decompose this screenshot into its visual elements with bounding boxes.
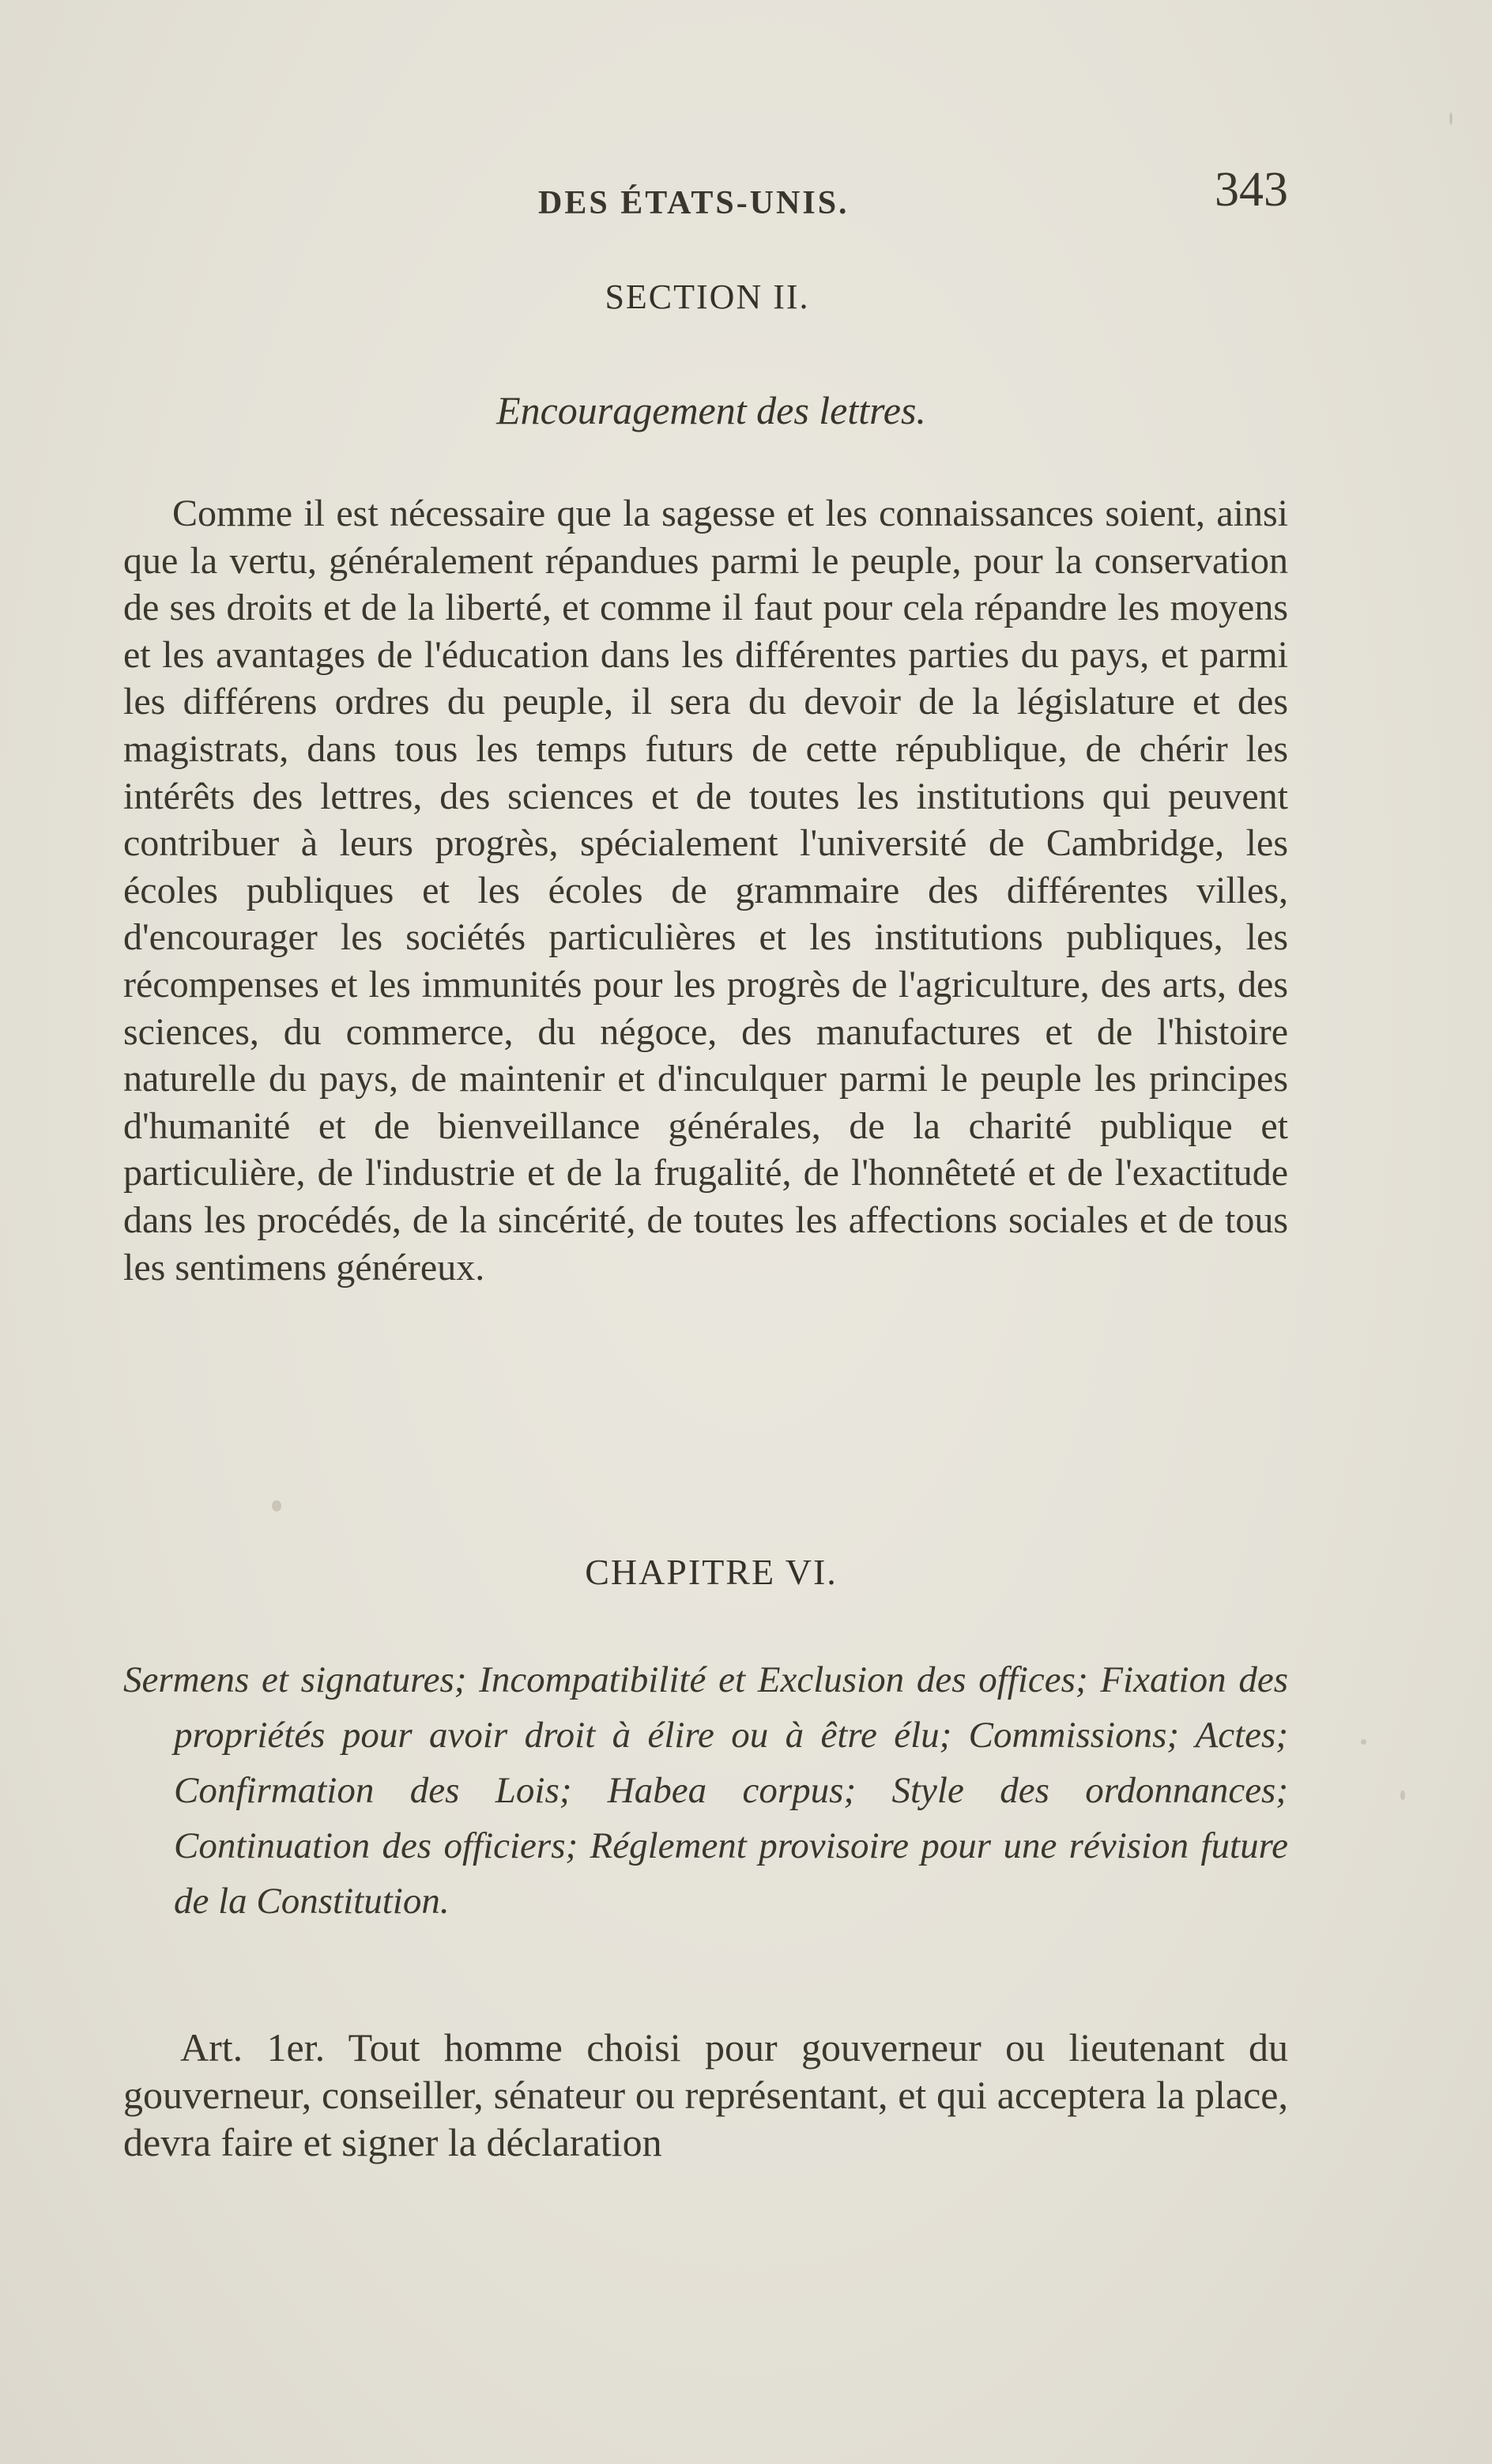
- section-subtitle: Encouragement des lettres.: [496, 388, 926, 432]
- article-paragraph: Art. 1er. Tout homme choisi pour gouverneur ou lieutenant du gouverneur, conseiller, sénateur ou représentant, et qui acceptera la place, devra faire et signer la déclaration: [123, 2025, 1288, 2164]
- paper-blemish: [1361, 1739, 1366, 1745]
- chapter-title: CHAPITRE VI.: [585, 1552, 838, 1592]
- page-number: 343: [1215, 163, 1288, 217]
- section-body: [123, 490, 1288, 1291]
- paper-blemish: [272, 1500, 281, 1511]
- section-paragraph: Comme il est nécessaire que la sagesse et les connaissances soient, ainsi que la vertu, généralement répandues parmi le peuple, pour la conservation de ses droits et de la liberté, et comme il faut pour cela répandre les moyens et les avantages de l'éducation dans les différentes parties du pays, et parmi les différens ordres du peuple, il sera du devoir de la législature et des magistrats, dans tous les temps futurs de cette république, de chérir les intérêts des lettres, des sciences et de toutes les institutions qui peuvent contribuer à leurs progrès, spécialement l'université de Cambridge, les écoles publiques et les écoles de grammaire des différentes villes, d'encourager les sociétés particulières et les institutions publiques, les récompenses et les immunités pour les progrès de l'agriculture, des arts, des sciences, du commerce, du négoce, des manufactures et de l'histoire naturelle du pays, de maintenir et d'inculquer parmi le peuple les principes d'humanité et de bienveillance générales, de la charité publique et particulière, de l'industrie et de la frugalité, de l'honnêteté et de l'exactitude dans les procédés, de la sincérité, de toutes les affections sociales et de tous les sentimens généreux.: [123, 492, 1288, 1289]
- section-title: SECTION II.: [605, 277, 810, 316]
- chapter-summary: Sermens et signatures; Incompatibilité et Exclusion des offices; Fixation des propriétés pour avoir droit à élire ou à être élu; Commissions; Actes; Confirmation des Lois; Habea corpus; Style des ordonnances; Continuation des officiers; Réglement provisoire pour une révision future de la Constitution.: [123, 1659, 1288, 1922]
- paper-blemish: [1449, 112, 1452, 125]
- article-body: [123, 2024, 1288, 2166]
- running-head: DES ÉTATS-UNIS.: [538, 185, 850, 221]
- paper-blemish: [1400, 1790, 1405, 1800]
- page-header: [123, 162, 1288, 225]
